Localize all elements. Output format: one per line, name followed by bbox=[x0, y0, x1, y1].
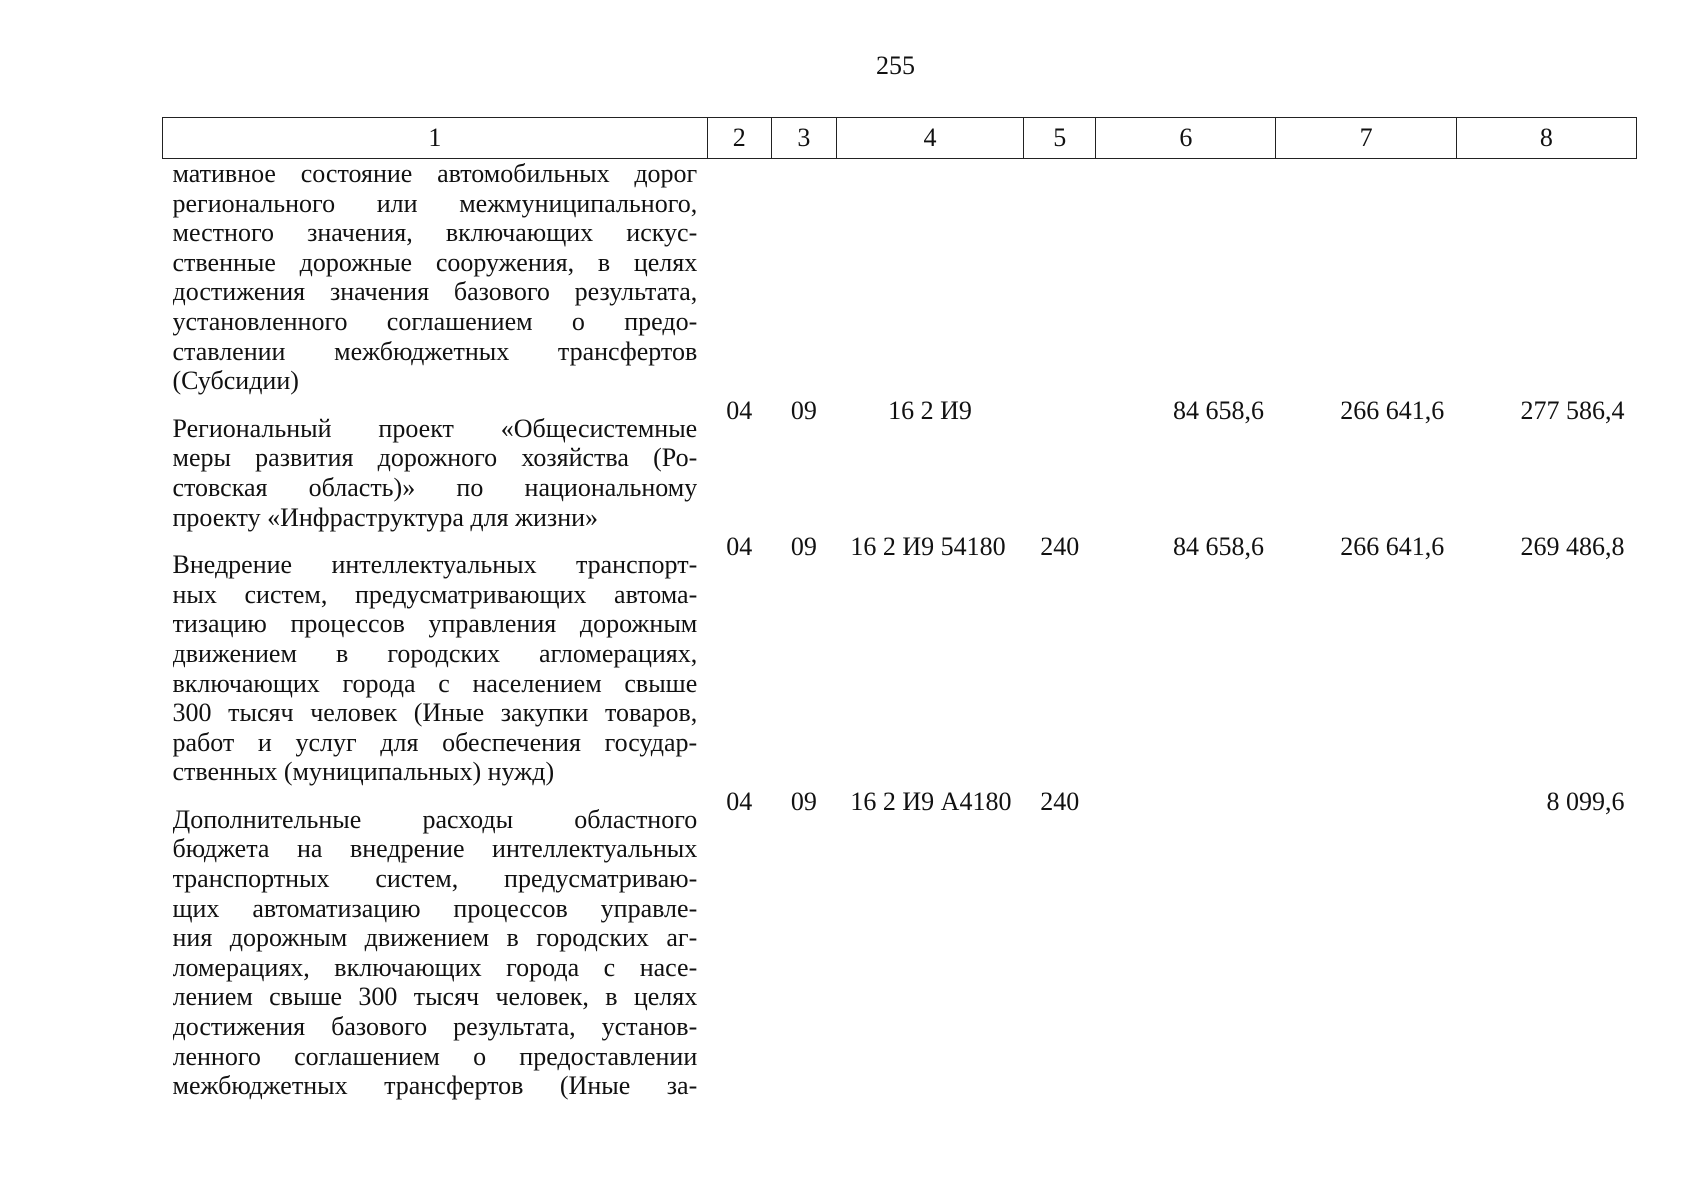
cell-amount-col8 bbox=[1456, 159, 1636, 396]
description-line: ленного соглашением о предоставлении bbox=[172, 1041, 698, 1071]
cell-amount-col8: 277 586,4 bbox=[1520, 395, 1625, 425]
description-line: щих автоматизацию процессов управле- bbox=[172, 893, 698, 923]
description-line: ных систем, предусматривающих автома- bbox=[172, 579, 698, 609]
description-line: меры развития дорожного хозяйства (Ро- bbox=[172, 443, 698, 473]
cell-target-article: 16 2 И9 А4180 bbox=[850, 786, 1012, 816]
description-line: бюджета на внедрение интеллектуальных bbox=[172, 834, 698, 864]
description-line: ломерациях, включающих города с насе- bbox=[172, 952, 698, 982]
cell-section bbox=[707, 159, 771, 396]
description-line: проекту «Инфраструктура для жизни» bbox=[172, 502, 599, 532]
description-line: достижения значения базового результата, bbox=[172, 277, 698, 307]
description-line: регионального или межмуниципального, bbox=[172, 188, 698, 218]
column-header-7: 7 bbox=[1276, 118, 1456, 159]
cell-target-article: 16 2 И9 bbox=[888, 395, 972, 425]
cell-section: 04 bbox=[726, 395, 753, 425]
description-line: ственных (муниципальных) нужд) bbox=[172, 757, 555, 787]
table-header-row bbox=[163, 118, 1637, 159]
column-header-5: 5 bbox=[1024, 118, 1096, 159]
description-line: Дополнительные расходы областного bbox=[172, 804, 698, 834]
cell-amount-col6 bbox=[1096, 787, 1276, 1101]
cell-amount-col7: 266 641,6 bbox=[1340, 532, 1445, 562]
cell-expense-type bbox=[1024, 159, 1096, 396]
row-description bbox=[163, 787, 708, 1101]
row-description bbox=[163, 159, 708, 396]
cell-expense-type: 240 bbox=[1040, 532, 1080, 562]
description-line: транспортных систем, предусматриваю- bbox=[172, 864, 698, 894]
table-row bbox=[163, 159, 1637, 396]
description-line: тизацию процессов управления дорожным bbox=[172, 609, 698, 639]
description-line: работ и услуг для обеспечения государ- bbox=[172, 727, 698, 757]
cell-section: 04 bbox=[726, 786, 753, 816]
description-line: 300 тысяч человек (Иные закупки товаров, bbox=[172, 698, 698, 728]
column-header-4: 4 bbox=[836, 118, 1023, 159]
column-header-2: 2 bbox=[707, 118, 771, 159]
column-header-6: 6 bbox=[1096, 118, 1276, 159]
cell-amount-col8: 8 099,6 bbox=[1546, 786, 1625, 816]
page-number: 255 bbox=[876, 51, 915, 80]
cell-amount-col7 bbox=[1276, 787, 1456, 1101]
column-header-1: 1 bbox=[163, 118, 708, 159]
description-line: достижения базового результата, установ- bbox=[172, 1012, 698, 1042]
description-line: мативное состояние автомобильных дорог bbox=[172, 159, 698, 188]
description-line: ставлении межбюджетных трансфертов bbox=[172, 336, 698, 366]
description-line: лением свыше 300 тысяч человек, в целях bbox=[172, 982, 698, 1012]
description-line: местного значения, включающих искус- bbox=[172, 218, 698, 248]
table-row bbox=[163, 396, 1637, 532]
description-line: стовская область)» по национальному bbox=[172, 472, 698, 502]
cell-subsection: 09 bbox=[790, 395, 817, 425]
description-line: межбюджетных трансфертов (Иные за- bbox=[172, 1071, 698, 1101]
row-description bbox=[163, 532, 708, 787]
cell-expense-type bbox=[1024, 396, 1096, 532]
cell-subsection: 09 bbox=[790, 786, 817, 816]
cell-subsection: 09 bbox=[790, 532, 817, 562]
cell-section: 04 bbox=[726, 532, 753, 562]
row-description bbox=[163, 396, 708, 532]
budget-table bbox=[162, 117, 1637, 1101]
cell-target-article bbox=[836, 159, 1023, 396]
column-header-3: 3 bbox=[771, 118, 836, 159]
description-line: включающих города с населением свыше bbox=[172, 668, 698, 698]
cell-target-article: 16 2 И9 54180 bbox=[850, 532, 1006, 562]
cell-amount-col6 bbox=[1096, 159, 1276, 396]
cell-amount-col8: 269 486,8 bbox=[1520, 532, 1625, 562]
table-row bbox=[163, 787, 1637, 1101]
description-line: движением в городских агломерациях, bbox=[172, 638, 698, 668]
cell-subsection bbox=[771, 159, 836, 396]
cell-amount-col7: 266 641,6 bbox=[1340, 395, 1445, 425]
table-row bbox=[163, 532, 1637, 787]
cell-amount-col6: 84 658,6 bbox=[1172, 532, 1264, 562]
cell-amount-col6: 84 658,6 bbox=[1172, 395, 1264, 425]
column-header-8: 8 bbox=[1456, 118, 1636, 159]
description-line: Региональный проект «Общесистемные bbox=[172, 413, 698, 443]
description-line: установленного соглашением о предо- bbox=[172, 306, 698, 336]
description-line: (Субсидии) bbox=[172, 366, 299, 396]
description-line: Внедрение интеллектуальных транспорт- bbox=[172, 550, 698, 580]
cell-amount-col7 bbox=[1276, 159, 1456, 396]
description-line: ственные дорожные сооружения, в целях bbox=[172, 247, 698, 277]
cell-expense-type: 240 bbox=[1040, 786, 1080, 816]
description-line: ния дорожным движением в городских аг- bbox=[172, 923, 698, 953]
